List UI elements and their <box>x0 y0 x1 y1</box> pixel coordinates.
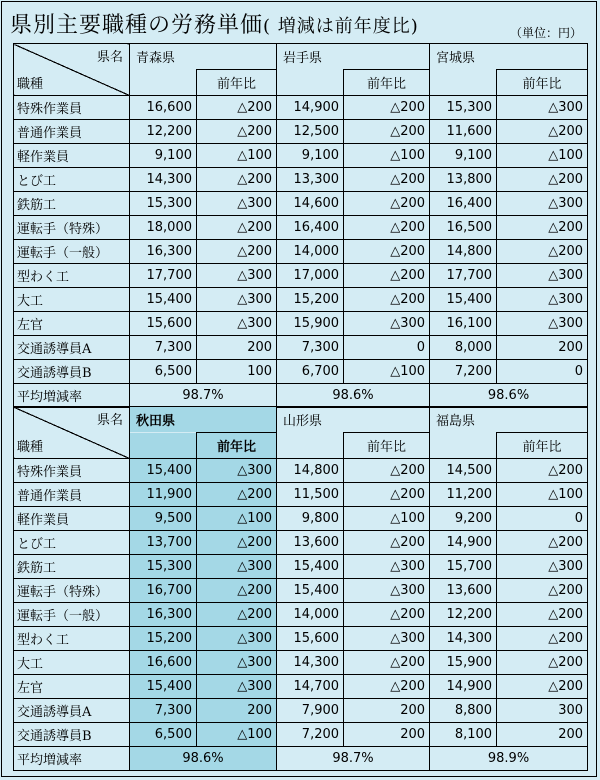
unit-price-cell: 15,200 <box>130 627 197 651</box>
price-diff-cell: △300 <box>197 192 277 216</box>
title-text: 県別主要職種の労務単価 <box>10 13 264 38</box>
job-name-cell: 交通誘導員A <box>14 336 130 360</box>
price-diff-cell: △200 <box>497 675 588 699</box>
subtitle-text: ( 増減は前年度比) <box>263 16 419 37</box>
header-row <box>14 44 588 70</box>
unit-price-cell: 16,300 <box>130 240 197 264</box>
unit-price-cell: 15,700 <box>430 555 497 579</box>
price-diff-cell: △200 <box>344 603 430 627</box>
price-diff-cell: △300 <box>197 312 277 336</box>
price-diff-cell: △200 <box>497 531 588 555</box>
unit-price-cell: 15,300 <box>430 96 497 120</box>
average-row <box>14 384 588 408</box>
table-row <box>14 144 588 168</box>
unit-price-cell: 17,000 <box>277 264 344 288</box>
price-diff-cell: △200 <box>197 531 277 555</box>
unit-price-cell: 15,400 <box>130 288 197 312</box>
job-name-cell: 軽作業員 <box>14 144 130 168</box>
price-diff-cell: △300 <box>197 555 277 579</box>
unit-price-cell: 14,900 <box>430 675 497 699</box>
price-diff-cell: △200 <box>344 651 430 675</box>
corner-header-cell <box>14 44 130 96</box>
price-diff-cell: △300 <box>344 555 430 579</box>
unit-price-cell: 7,300 <box>130 699 197 723</box>
job-name-cell: 交通誘導員B <box>14 723 130 747</box>
price-diff-cell: △300 <box>344 312 430 336</box>
unit-price-cell: 9,800 <box>277 507 344 531</box>
unit-price-cell: 15,200 <box>277 288 344 312</box>
table-row <box>14 627 588 651</box>
job-header-label: 職種 <box>17 77 44 92</box>
price-diff-cell: △300 <box>197 288 277 312</box>
unit-price-cell: 12,200 <box>430 603 497 627</box>
diff-header-label: 前年比 <box>197 433 277 459</box>
price-diff-cell: △100 <box>197 144 277 168</box>
price-diff-cell: △200 <box>197 579 277 603</box>
job-name-cell: 運転手（一般） <box>14 603 130 627</box>
unit-price-cell: 15,900 <box>430 651 497 675</box>
pref-header-label: 県名 <box>96 50 123 65</box>
price-diff-cell: △300 <box>497 264 588 288</box>
unit-price-cell: 15,400 <box>430 288 497 312</box>
header-row <box>14 407 588 433</box>
unit-price-cell: 13,700 <box>130 531 197 555</box>
price-diff-cell: △100 <box>497 483 588 507</box>
table-row <box>14 507 588 531</box>
unit-price-cell: 13,800 <box>430 168 497 192</box>
table-row <box>14 555 588 579</box>
table-row <box>14 651 588 675</box>
unit-price-cell: 11,200 <box>430 483 497 507</box>
job-name-cell: 運転手（特殊） <box>14 216 130 240</box>
price-diff-cell: △200 <box>344 192 430 216</box>
unit-price-cell: 14,600 <box>277 192 344 216</box>
price-diff-cell: △200 <box>497 168 588 192</box>
price-diff-cell: △200 <box>497 579 588 603</box>
price-diff-cell: △200 <box>197 240 277 264</box>
price-diff-cell: △200 <box>197 120 277 144</box>
unit-price-cell: 8,100 <box>430 723 497 747</box>
unit-price-cell: 14,900 <box>277 96 344 120</box>
price-diff-cell: △200 <box>344 531 430 555</box>
unit-price-cell: 11,600 <box>430 120 497 144</box>
price-diff-cell: △200 <box>344 483 430 507</box>
average-row <box>14 747 588 771</box>
unit-price-cell: 16,600 <box>130 96 197 120</box>
blank-subheader-cell <box>130 433 197 459</box>
price-diff-cell: △200 <box>344 459 430 483</box>
prefecture-name: 山形県 <box>277 407 430 433</box>
average-rate-cell: 98.6% <box>430 384 588 408</box>
job-name-cell: 鉄筋工 <box>14 192 130 216</box>
price-diff-cell: △300 <box>197 459 277 483</box>
job-name-cell: 交通誘導員A <box>14 699 130 723</box>
job-name-cell: 運転手（特殊） <box>14 579 130 603</box>
unit-price-cell: 14,700 <box>277 675 344 699</box>
job-name-cell: 大工 <box>14 288 130 312</box>
price-diff-cell: △300 <box>497 555 588 579</box>
job-name-cell: 左官 <box>14 312 130 336</box>
price-diff-cell: △100 <box>197 507 277 531</box>
price-diff-cell: △100 <box>344 507 430 531</box>
average-rate-cell: 98.7% <box>277 747 430 771</box>
unit-price-cell: 13,600 <box>277 531 344 555</box>
price-diff-cell: △200 <box>497 240 588 264</box>
blank-subheader-cell <box>130 70 197 96</box>
diff-header-label: 前年比 <box>344 433 430 459</box>
unit-price-cell: 14,800 <box>430 240 497 264</box>
table-row <box>14 459 588 483</box>
prefecture-name: 青森県 <box>130 44 277 70</box>
job-name-cell: 左官 <box>14 675 130 699</box>
price-diff-cell: △300 <box>344 627 430 651</box>
unit-price-cell: 15,400 <box>130 675 197 699</box>
price-diff-cell: △200 <box>344 264 430 288</box>
job-name-cell: 大工 <box>14 651 130 675</box>
price-diff-cell: △300 <box>497 96 588 120</box>
unit-price-cell: 12,500 <box>277 120 344 144</box>
diff-header-label: 前年比 <box>197 70 277 96</box>
price-diff-cell: △100 <box>497 144 588 168</box>
price-diff-cell: △200 <box>197 216 277 240</box>
price-diff-cell: 200 <box>197 336 277 360</box>
unit-price-cell: 16,400 <box>430 192 497 216</box>
price-diff-cell: △200 <box>497 459 588 483</box>
job-name-cell: 特殊作業員 <box>14 459 130 483</box>
price-diff-cell: △300 <box>497 288 588 312</box>
unit-price-cell: 18,000 <box>130 216 197 240</box>
unit-price-cell: 16,700 <box>130 579 197 603</box>
unit-price-cell: 6,500 <box>130 723 197 747</box>
price-table-2 <box>13 406 588 771</box>
unit-price-cell: 7,200 <box>430 360 497 384</box>
price-diff-cell: 200 <box>344 723 430 747</box>
price-diff-cell: △200 <box>497 603 588 627</box>
diff-header-label: 前年比 <box>344 70 430 96</box>
job-name-cell: 普通作業員 <box>14 120 130 144</box>
unit-price-cell: 14,000 <box>277 603 344 627</box>
price-diff-cell: △300 <box>197 651 277 675</box>
average-rate-cell: 98.9% <box>430 747 588 771</box>
prefecture-name: 秋田県 <box>130 407 277 433</box>
price-table-1 <box>13 43 588 408</box>
table-row <box>14 579 588 603</box>
blank-subheader-cell <box>430 70 497 96</box>
unit-price-cell: 17,700 <box>130 264 197 288</box>
price-diff-cell: △100 <box>344 360 430 384</box>
job-name-cell: 交通誘導員B <box>14 360 130 384</box>
price-diff-cell: △200 <box>497 651 588 675</box>
price-diff-cell: 300 <box>497 699 588 723</box>
price-diff-cell: △200 <box>497 627 588 651</box>
price-diff-cell: 0 <box>344 336 430 360</box>
corner-header-cell <box>14 407 130 459</box>
price-diff-cell: △200 <box>344 216 430 240</box>
job-name-cell: 特殊作業員 <box>14 96 130 120</box>
diff-header-label: 前年比 <box>497 433 588 459</box>
unit-price-cell: 14,300 <box>430 627 497 651</box>
table-row <box>14 168 588 192</box>
table-row <box>14 312 588 336</box>
table-row <box>14 192 588 216</box>
price-diff-cell: 200 <box>497 723 588 747</box>
price-diff-cell: △200 <box>344 288 430 312</box>
unit-price-cell: 9,200 <box>430 507 497 531</box>
unit-price-cell: 14,300 <box>277 651 344 675</box>
unit-price-cell: 11,900 <box>130 483 197 507</box>
unit-price-cell: 11,500 <box>277 483 344 507</box>
price-diff-cell: △300 <box>344 579 430 603</box>
unit-price-cell: 6,500 <box>130 360 197 384</box>
pref-header-label: 県名 <box>96 413 123 428</box>
price-diff-cell: △200 <box>344 675 430 699</box>
job-name-cell: 運転手（一般） <box>14 240 130 264</box>
price-diff-cell: △100 <box>344 144 430 168</box>
prefecture-name: 宮城県 <box>430 44 588 70</box>
unit-price-cell: 15,300 <box>130 555 197 579</box>
unit-price-cell: 16,500 <box>430 216 497 240</box>
unit-price-cell: 7,200 <box>277 723 344 747</box>
price-diff-cell: △200 <box>344 240 430 264</box>
prefecture-name: 岩手県 <box>277 44 430 70</box>
job-name-cell: 型わく工 <box>14 264 130 288</box>
unit-price-cell: 15,600 <box>277 627 344 651</box>
price-diff-cell: △300 <box>197 264 277 288</box>
price-diff-cell: 200 <box>344 699 430 723</box>
diff-header-label: 前年比 <box>497 70 588 96</box>
unit-price-cell: 16,400 <box>277 216 344 240</box>
blank-subheader-cell <box>277 70 344 96</box>
unit-price-cell: 9,500 <box>130 507 197 531</box>
unit-price-cell: 9,100 <box>430 144 497 168</box>
unit-label: （単位：円） <box>509 26 582 40</box>
unit-price-cell: 12,200 <box>130 120 197 144</box>
average-label-cell: 平均増減率 <box>14 747 130 771</box>
blank-subheader-cell <box>430 433 497 459</box>
unit-price-cell: 15,300 <box>130 192 197 216</box>
unit-price-cell: 7,900 <box>277 699 344 723</box>
unit-price-cell: 6,700 <box>277 360 344 384</box>
page-title <box>10 8 419 39</box>
table-row <box>14 96 588 120</box>
average-rate-cell: 98.7% <box>130 384 277 408</box>
unit-price-cell: 16,300 <box>130 603 197 627</box>
unit-price-cell: 14,500 <box>430 459 497 483</box>
table-row <box>14 288 588 312</box>
unit-price-cell: 14,800 <box>277 459 344 483</box>
price-diff-cell: △200 <box>497 120 588 144</box>
price-diff-cell: △200 <box>344 120 430 144</box>
table-row <box>14 723 588 747</box>
price-diff-cell: △200 <box>344 96 430 120</box>
unit-price-cell: 15,400 <box>130 459 197 483</box>
price-diff-cell: △200 <box>197 96 277 120</box>
job-name-cell: 普通作業員 <box>14 483 130 507</box>
job-name-cell: とび工 <box>14 168 130 192</box>
table-row <box>14 120 588 144</box>
price-diff-cell: △200 <box>197 168 277 192</box>
price-diff-cell: △200 <box>197 483 277 507</box>
unit-price-cell: 9,100 <box>130 144 197 168</box>
table-row <box>14 483 588 507</box>
unit-price-cell: 14,300 <box>130 168 197 192</box>
unit-price-cell: 15,400 <box>277 555 344 579</box>
unit-price-cell: 9,100 <box>277 144 344 168</box>
unit-price-cell: 7,300 <box>130 336 197 360</box>
price-diff-cell: △300 <box>497 312 588 336</box>
unit-price-cell: 15,400 <box>277 579 344 603</box>
price-diff-cell: △300 <box>197 627 277 651</box>
price-diff-cell: △300 <box>497 192 588 216</box>
price-diff-cell: △100 <box>197 723 277 747</box>
prefecture-name: 福島県 <box>430 407 588 433</box>
average-rate-cell: 98.6% <box>277 384 430 408</box>
price-diff-cell: 0 <box>497 507 588 531</box>
page-frame <box>1 1 597 777</box>
price-diff-cell: 100 <box>197 360 277 384</box>
table-row <box>14 336 588 360</box>
unit-price-cell: 8,800 <box>430 699 497 723</box>
price-diff-cell: 200 <box>197 699 277 723</box>
job-name-cell: 鉄筋工 <box>14 555 130 579</box>
unit-price-cell: 15,600 <box>130 312 197 336</box>
price-diff-cell: 0 <box>497 360 588 384</box>
unit-price-cell: 17,700 <box>430 264 497 288</box>
table-row <box>14 531 588 555</box>
price-diff-cell: 200 <box>497 336 588 360</box>
table-row <box>14 264 588 288</box>
unit-price-cell: 15,900 <box>277 312 344 336</box>
price-diff-cell: △200 <box>197 603 277 627</box>
unit-price-cell: 14,000 <box>277 240 344 264</box>
table-row <box>14 675 588 699</box>
job-name-cell: 型わく工 <box>14 627 130 651</box>
average-rate-cell: 98.6% <box>130 747 277 771</box>
unit-price-cell: 7,300 <box>277 336 344 360</box>
price-diff-cell: △200 <box>344 168 430 192</box>
table-row <box>14 240 588 264</box>
unit-price-cell: 14,900 <box>430 531 497 555</box>
unit-price-cell: 13,300 <box>277 168 344 192</box>
job-name-cell: 軽作業員 <box>14 507 130 531</box>
table-row <box>14 699 588 723</box>
job-name-cell: とび工 <box>14 531 130 555</box>
price-diff-cell: △200 <box>497 216 588 240</box>
price-diff-cell: △300 <box>197 675 277 699</box>
unit-price-cell: 16,600 <box>130 651 197 675</box>
table-row <box>14 603 588 627</box>
job-header-label: 職種 <box>17 440 44 455</box>
unit-price-cell: 8,000 <box>430 336 497 360</box>
table-row <box>14 360 588 384</box>
average-label-cell: 平均増減率 <box>14 384 130 408</box>
blank-subheader-cell <box>277 433 344 459</box>
table-row <box>14 216 588 240</box>
unit-price-cell: 16,100 <box>430 312 497 336</box>
unit-price-cell: 13,600 <box>430 579 497 603</box>
